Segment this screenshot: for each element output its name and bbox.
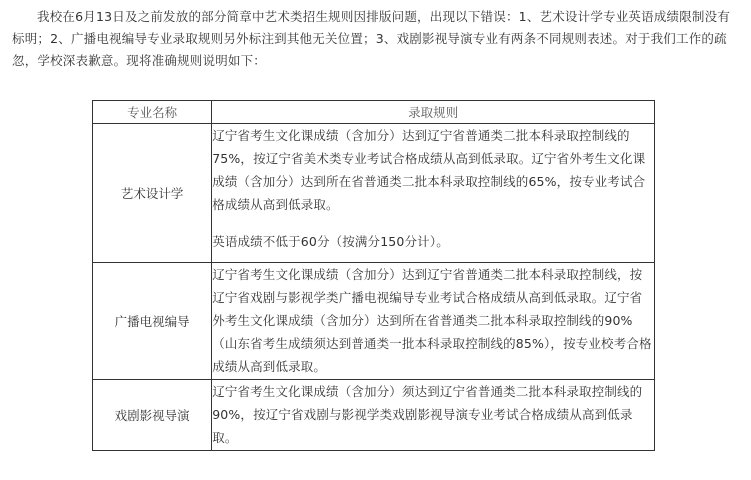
table-row-broadcast [93, 263, 655, 380]
rule-note-art-design: 英语成绩不低于60分（按满分150分计）。 [212, 234, 449, 249]
table-row-art-design [93, 124, 655, 263]
major-name-directing: 戏剧影视导演 [93, 380, 212, 451]
rule-text-broadcast: 辽宁省考生文化课成绩（含加分）达到辽宁省普通类二批本科录取控制线，按辽宁省戏剧与影视学类广播电视编导专业考试合格成绩从高到低录取。辽宁省外考生文化课成绩（含加分）达到所在省普通类二批本科录取控制线的90%（山东省考生成绩须达到普通类一批本科录取控制线的85%），按专业校考合格成绩从高到低录取。 [212, 267, 652, 374]
intro-paragraph: 我校在6月13日及之前发放的部分简章中艺术类招生规则因排版问题，出现以下错误：1、艺术设计学专业英语成绩限制没有标明；2、广播电视编导专业录取规则另外标注到其他无关位置；3、戏剧影视导演专业有两条不同规则表述。对于我们工作的疏忽，学校深表歉意。现将准确规则说明如下： [12, 9, 731, 68]
column-header-major: 专业名称 [93, 101, 212, 124]
major-name-art-design: 艺术设计学 [93, 124, 212, 263]
admission-rules-table [92, 100, 655, 451]
table-row-directing [93, 380, 655, 451]
rule-text-directing: 辽宁省考生文化课成绩（含加分）须达到辽宁省普通类二批本科录取控制线的90%，按辽宁省戏剧与影视学类戏剧影视导演专业考试合格成绩从高到低录取。 [212, 384, 643, 445]
major-name-broadcast: 广播电视编导 [93, 263, 212, 380]
column-header-rule: 录取规则 [212, 101, 655, 124]
rule-cell-art-design [212, 124, 655, 263]
rule-text-art-design: 辽宁省考生文化课成绩（含加分）达到辽宁省普通类二批本科录取控制线的75%，按辽宁省美术类专业考试合格成绩从高到低录取。辽宁省外考生文化课成绩（含加分）达到所在省普通类二批本科录取控制线的65%，按专业考试合格成绩从高到低录取。 [212, 128, 646, 212]
rule-cell-directing [212, 380, 655, 451]
table-header-row [93, 101, 655, 124]
rule-cell-broadcast [212, 263, 655, 380]
